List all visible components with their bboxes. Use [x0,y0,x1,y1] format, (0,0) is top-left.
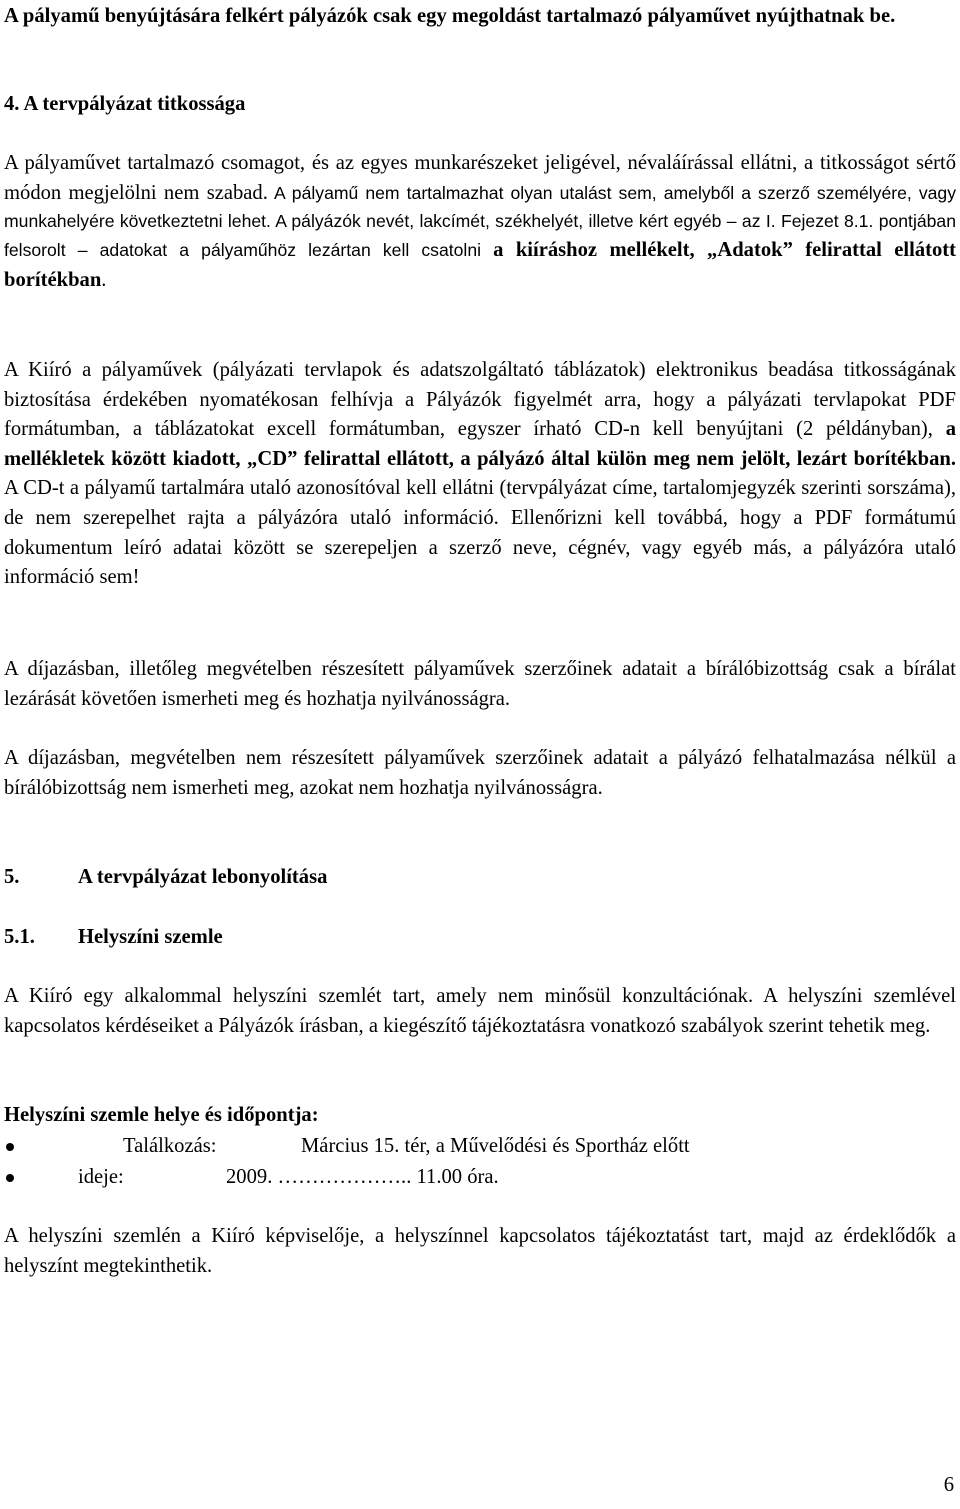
section-5-1-title: Helyszíni szemle [78,926,223,948]
non-awarded-authors-paragraph: A díjazásban, megvételben nem részesített pályaművek szerzőinek adatait a pályázó felhatalmazása nélkül a bírálóbizottság nem ismerheti meg, azokat nem hozhatja nyilvánosságra. [4,747,956,799]
bullet-icon [6,1143,14,1151]
electronic-text-2: A CD-t a pályamű tartalmára utaló azonosítóval kell ellátni (tervpályázat címe, tartalomjegyzék szerinti sorszáma), de nem szerepelhet rajta a pályázóra utaló információ. Ellenőrizni kell továbbá, hogy a PDF formátumú dokumentum leíró adatai között se szerepeljen a szerző neve, cégnév, vagy egyéb más, a pályázóra utaló információ sem! [4,477,956,589]
section-4-title: A tervpályázat titkossága [23,93,246,115]
bullet-icon [6,1174,14,1182]
secrecy-text-serif: A pályaművet tartalmazó csomagot, és az egyes munkarészeket jeligével, névaláírással ellátni, a titkosságot sértő módon megjelölni nem szabad. [4,152,956,204]
page-number: 6 [943,1474,954,1496]
meeting-value: Március 15. tér, a Művelődési és Sportház előtt [301,1135,690,1157]
secrecy-text-end: . [101,268,107,291]
section-4-number: 4. [4,93,20,115]
section-5-number: 5. [4,866,20,888]
secrecy-text-sans: A pályamű nem tartalmazhat olyan utalást sem, amelyből a szerző személyére, vagy munkahelyére következtetni lehet. A pályázók nevét, lakcímét, székhelyét, illetve kért egyéb – az I. Fejezet 8.1. pontjában felsorolt – adatokat a pályaműhöz lezártan kell csatolni [4,182,956,260]
electronic-text-bold: a mellékletek között kiadott, „CD” felirattal ellátott, a pályázó által külön meg nem jelölt, lezárt borítékban. [4,418,956,470]
section-5-1-number: 5.1. [4,926,35,948]
awarded-authors-paragraph: A díjazásban, illetőleg megvételben részesített pályaművek szerzőinek adatait a bírálóbizottság csak a bírálat lezárását követően ismerheti meg és hozhatja nyilvánosságra. [4,658,956,710]
time-value: 2009. ……………….. 11.00 óra. [226,1166,499,1188]
time-label: ideje: [78,1166,124,1188]
section-5-1-heading [4,923,223,953]
electronic-submission-paragraph [4,356,956,593]
site-visit-paragraph: A Kiíró egy alkalommal helyszíni szemlét tart, amely nem minősül konzultációnak. A helyszíni szemlével kapcsolatos kérdéseiket a Pályázók írásban, a kiegészítő tájékoztatásra vonatkozó szabályok szerint tehetik meg. [4,985,956,1037]
closing-paragraph: A helyszíni szemlén a Kiíró képviselője, a helyszínnel kapcsolatos tájékoztatást tart, majd az érdeklődők a helyszínt megtekinthetik. [4,1225,956,1277]
secrecy-paragraph [4,149,956,295]
section-5-title: A tervpályázat lebonyolítása [78,866,328,888]
site-visit-details-heading: Helyszíni szemle helye és időpontja: [4,1104,319,1126]
electronic-text-1: A Kiíró a pályaművek (pályázati tervlapok és adatszolgáltató táblázatok) elektronikus beadása titkosságának biztosítása érdekében nyomatékosan felhívja a Pályázók figyelmét arra, hogy a pályázati tervlapokat PDF formátumban, a táblázatokat excell formátumban, egyszer írható CD-n kell benyújtani (2 példányban), [4,359,956,441]
section-4-heading [4,90,245,120]
intro-paragraph: A pályamű benyújtására felkért pályázók csak egy megoldást tartalmazó pályaművet nyújthatnak be. [4,5,896,27]
section-5-heading [4,863,327,893]
secrecy-text-bold: a kiíráshoz mellékelt, „Adatok” felirattal ellátott borítékban [4,238,956,291]
meeting-label: Találkozás: [123,1135,217,1157]
